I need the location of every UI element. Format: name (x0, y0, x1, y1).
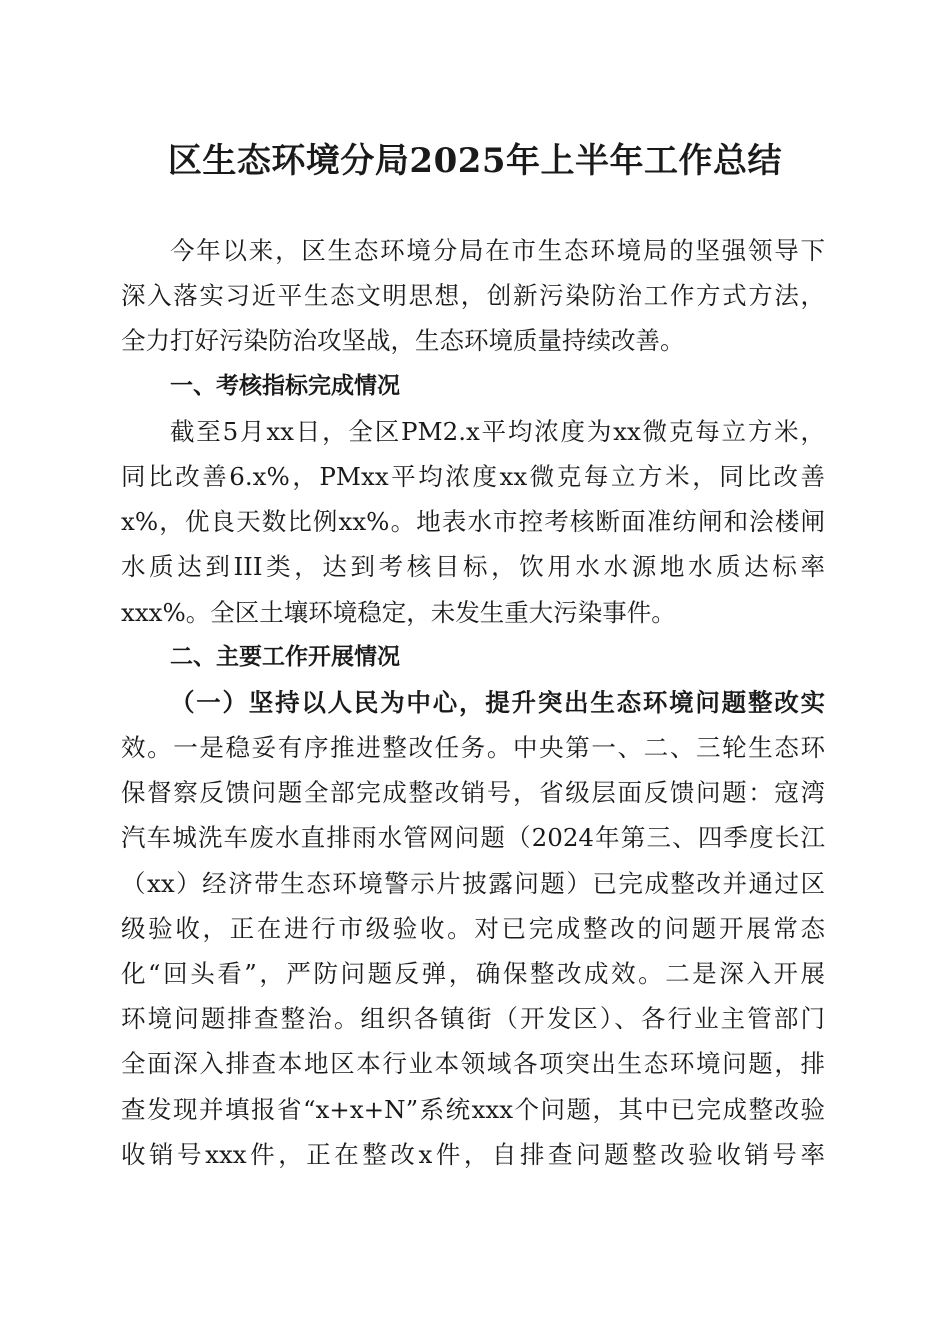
paragraph-line: 深入落实习近平生态文明思想，创新污染防治工作方式方法， (121, 281, 825, 311)
paragraph-line: （xx）经济带生态环境警示片披露问题）已完成整改并通过区 (121, 868, 825, 898)
paragraph-line: 查发现并填报省“x+x+N”系统xxx个问题，其中已完成整改验 (121, 1094, 825, 1124)
paragraph-line: 效。一是稳妥有序推进整改任务。中央第一、二、三轮生态环 (121, 733, 825, 763)
paragraph-line: 环境问题排查整治。组织各镇街（开发区）、各行业主管部门 (121, 1004, 825, 1034)
paragraph-line: 今年以来，区生态环境分局在市生态环境局的坚强领导下 (170, 236, 825, 265)
subsection-heading: （一）坚持以人民为中心，提升突出生态环境问题整改实 (170, 687, 825, 717)
document-body (121, 228, 825, 1177)
paragraph-line: 全力打好污染防治攻坚战，生态环境质量持续改善。 (121, 326, 685, 356)
document-title: 区生态环境分局2025年上半年工作总结 (167, 141, 783, 181)
paragraph-line: 全面深入排查本地区本行业本领域各项突出生态环境问题，排 (121, 1049, 825, 1079)
paragraph-line: xxx%。全区土壤环境稳定，未发生重大污染事件。 (121, 597, 676, 627)
paragraph-line: 水质达到III类，达到考核目标，饮用水水源地水质达标率 (121, 552, 825, 582)
paragraph-line: 收销号xxx件，正在整改x件，自排查问题整改验收销号率 (121, 1139, 825, 1169)
paragraph-line: 同比改善6.x%，PMxx平均浓度xx微克每立方米，同比改善 (121, 461, 825, 491)
paragraph-line: 汽车城洗车废水直排雨水管网问题（2024年第三、四季度长江 (121, 823, 825, 853)
section-heading: 二、主要工作开展情况 (170, 643, 400, 670)
paragraph-line: 截至5月xx日，全区PM2.x平均浓度为xx微克每立方米， (170, 416, 825, 446)
paragraph-line: 级验收，正在进行市级验收。对已完成整改的问题开展常态 (121, 913, 825, 943)
paragraph-line: x%，优良天数比例xx%。地表水市控考核断面准纺闸和浍楼闸 (121, 507, 825, 537)
section-heading: 一、考核指标完成情况 (170, 372, 400, 399)
paragraph-line: 化“回头看”，严防问题反弹，确保整改成效。二是深入开展 (121, 959, 825, 988)
paragraph-line: 保督察反馈问题全部完成整改销号，省级层面反馈问题：寇湾 (121, 778, 825, 808)
